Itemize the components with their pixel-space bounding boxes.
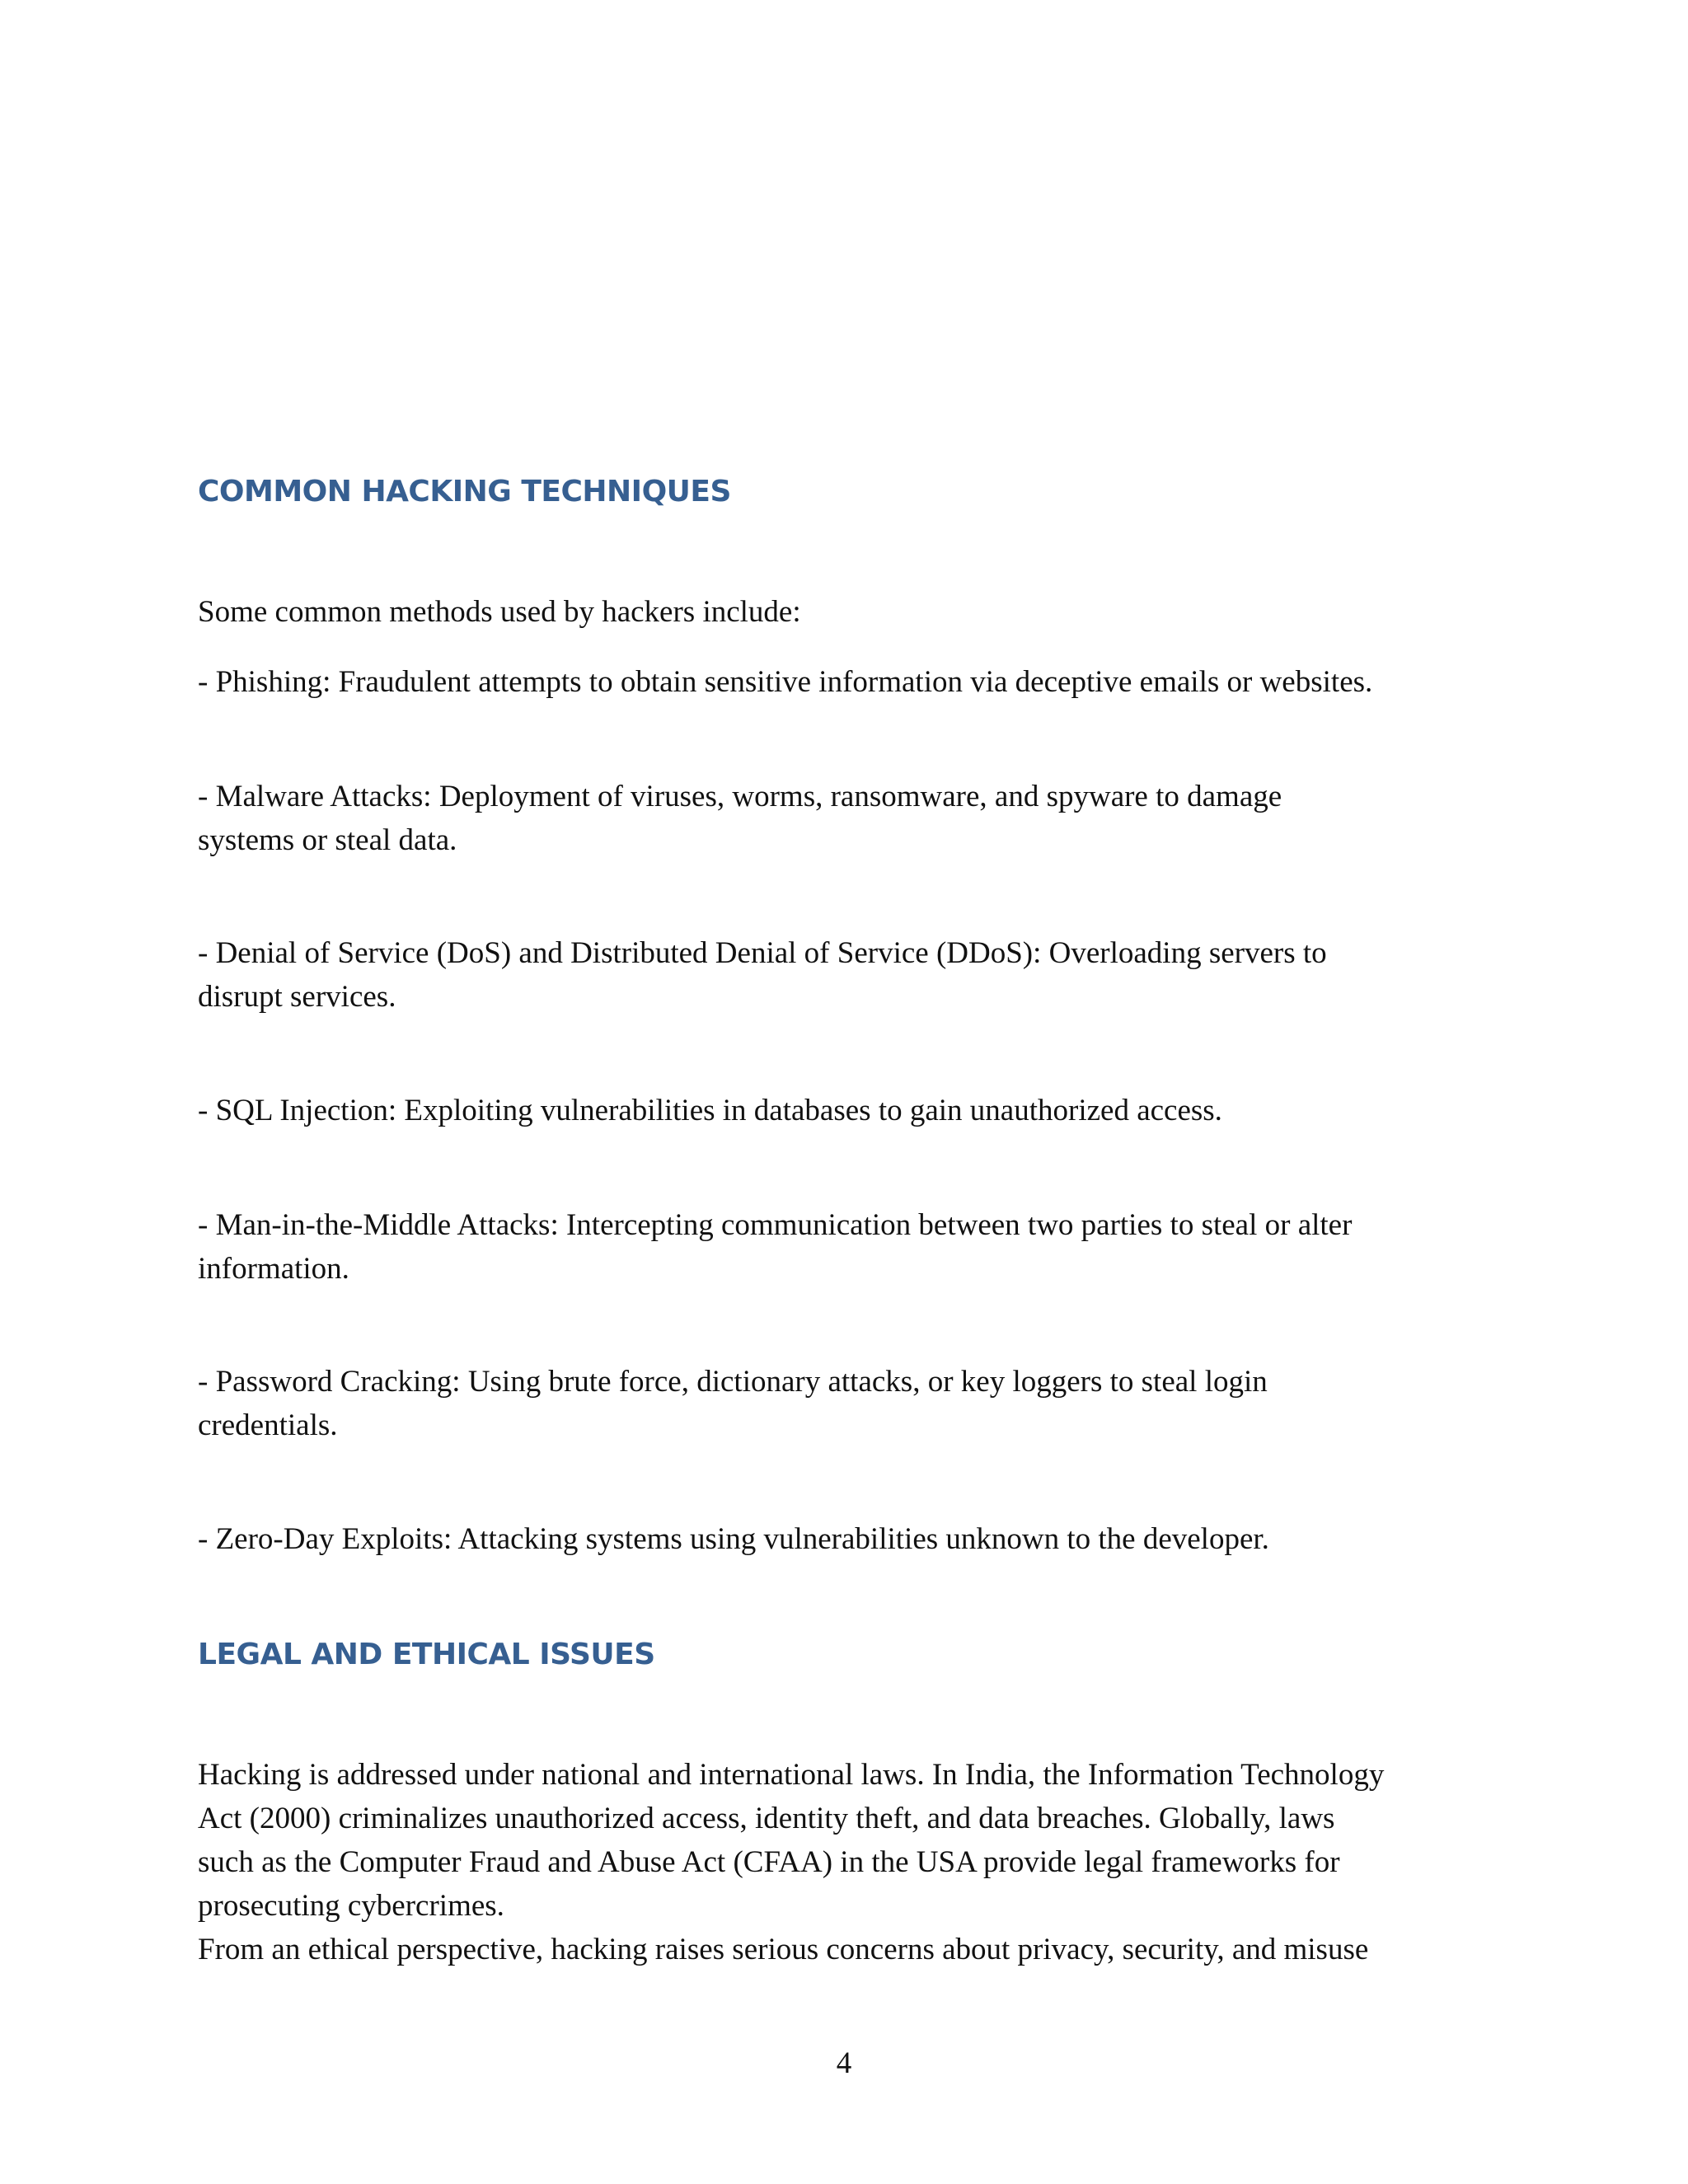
legal-paragraph-line-4: prosecuting cybercrimes. [198, 1889, 504, 1923]
list-item-zero-day: - Zero-Day Exploits: Attacking systems using vulnerabilities unknown to the developer. [198, 1522, 1269, 1556]
list-item-mitm-line-1: - Man-in-the-Middle Attacks: Intercepting communication between two parties to steal or alter [198, 1208, 1353, 1242]
list-item-phishing: - Phishing: Fraudulent attempts to obtain sensitive information via deceptive emails or websites. [198, 665, 1373, 699]
list-item-dos-line-1: - Denial of Service (DoS) and Distributed Denial of Service (DDoS): Overloading servers to [198, 936, 1327, 970]
list-item-password-cracking-line-2: credentials. [198, 1408, 338, 1442]
legal-paragraph-line-3: such as the Computer Fraud and Abuse Act (CFAA) in the USA provide legal frameworks for [198, 1845, 1340, 1879]
section-heading-hacking-techniques: COMMON HACKING TECHNIQUES [198, 475, 731, 509]
intro-paragraph: Some common methods used by hackers include: [198, 595, 801, 629]
section-heading-legal-ethical: LEGAL AND ETHICAL ISSUES [198, 1638, 655, 1671]
ethical-paragraph-line-1: From an ethical perspective, hacking raises serious concerns about privacy, security, and misuse [198, 1933, 1369, 1966]
list-item-malware-line-2: systems or steal data. [198, 823, 457, 857]
page-number: 4 [836, 2046, 852, 2080]
list-item-mitm-line-2: information. [198, 1252, 349, 1286]
list-item-malware-line-1: - Malware Attacks: Deployment of viruses, worms, ransomware, and spyware to damage [198, 780, 1282, 813]
legal-paragraph-line-1: Hacking is addressed under national and international laws. In India, the Information Technology [198, 1758, 1385, 1792]
legal-paragraph-line-2: Act (2000) criminalizes unauthorized access, identity theft, and data breaches. Globally, laws [198, 1802, 1335, 1835]
list-item-password-cracking-line-1: - Password Cracking: Using brute force, dictionary attacks, or key loggers to steal login [198, 1365, 1268, 1399]
list-item-dos-line-2: disrupt services. [198, 980, 396, 1014]
list-item-sql-injection: - SQL Injection: Exploiting vulnerabilities in databases to gain unauthorized access. [198, 1094, 1222, 1127]
